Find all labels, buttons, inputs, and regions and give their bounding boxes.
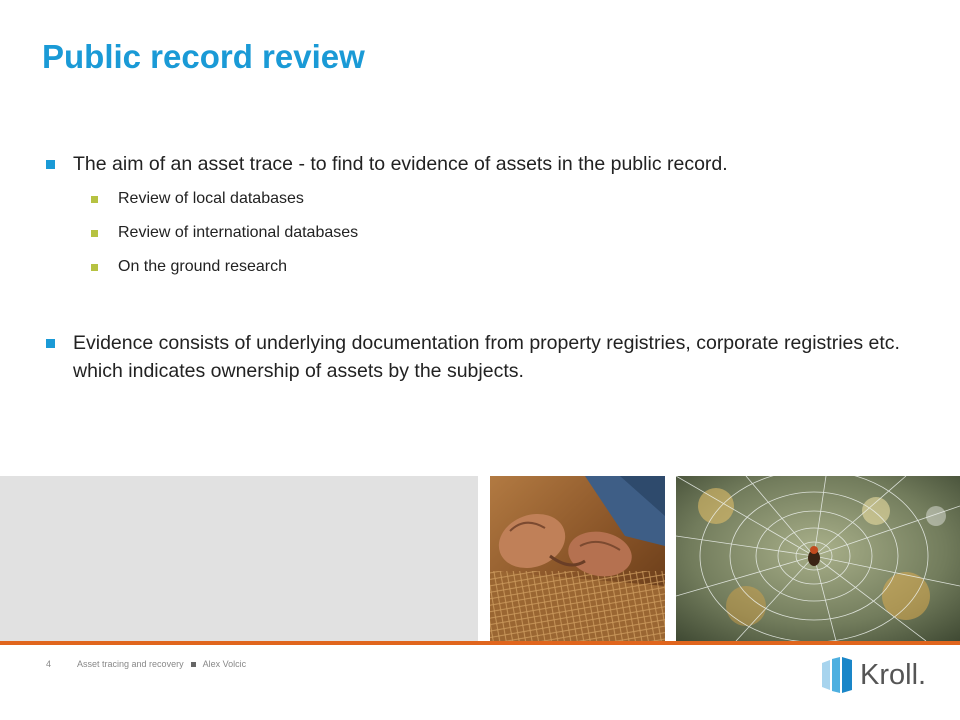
author-name: Alex Volcic (202, 659, 247, 669)
bullet-square-icon (46, 160, 55, 169)
sub-bullet-item (46, 257, 926, 277)
kroll-logo-mark-icon (820, 657, 854, 693)
presentation-title: Asset tracing and recovery (77, 659, 184, 669)
sub-bullet-text: On the ground research (118, 258, 287, 275)
separator-square-icon (191, 662, 196, 667)
sub-bullet-item (46, 189, 926, 209)
kroll-logo-text: Kroll. (860, 658, 927, 691)
kroll-logo (820, 657, 926, 693)
bullet-list (46, 150, 926, 385)
sub-bullet-square-icon (91, 196, 98, 203)
sub-bullet-text: Review of international databases (118, 224, 359, 241)
sub-bullet-square-icon (91, 230, 98, 237)
bullet-text: The aim of an asset trace - to find to evidence of assets in the public record. (73, 153, 728, 175)
bullet-text: Evidence consists of underlying documentation from property registries, corporate registries etc. which indicates ownership of assets by the subjects. (73, 332, 900, 382)
sub-bullet-text: Review of local databases (118, 190, 304, 207)
sub-bullet-square-icon (91, 264, 98, 271)
sub-bullet-item (46, 223, 926, 243)
slide-title: Public record review (42, 38, 365, 75)
bullet-item (46, 150, 926, 178)
photo-hands-mending-net (490, 476, 665, 641)
photo-spider-web (676, 476, 960, 641)
footer-rule (0, 641, 960, 645)
bullet-square-icon (46, 339, 55, 348)
photo-strip (0, 476, 960, 641)
bullet-item (46, 329, 926, 385)
gray-panel (0, 476, 478, 641)
page-number: 4 (46, 659, 52, 669)
footer (46, 659, 246, 669)
